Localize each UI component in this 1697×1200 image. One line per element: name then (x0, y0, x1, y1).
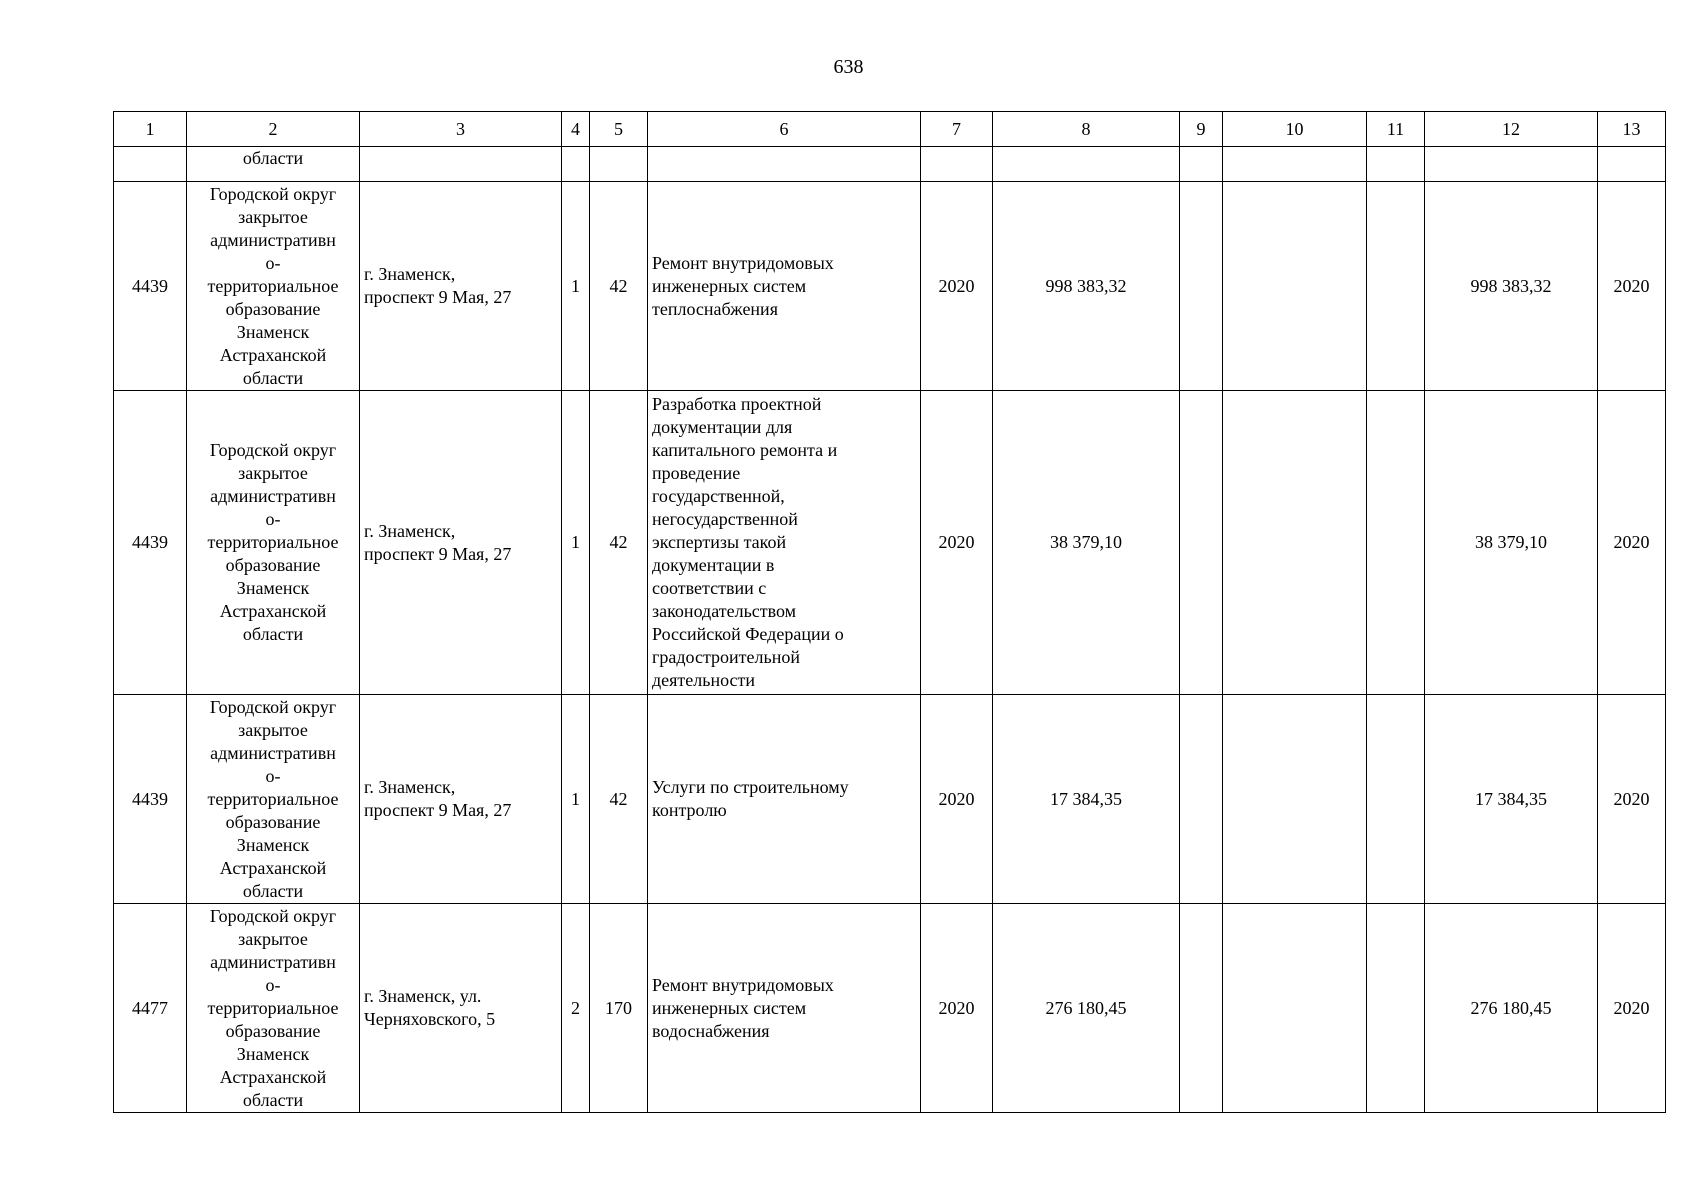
work-description: Ремонт внутридомовых инженерных систем теплоснабжения (652, 252, 834, 319)
year: 2020 (921, 182, 993, 391)
cell-empty (1598, 147, 1666, 182)
col9-value (1180, 904, 1223, 1113)
municipality: Городской округ закрытое административн о- территориальное образование Знаменск Астраханской области (207, 905, 339, 1110)
address-cell (360, 391, 562, 695)
col10-value (1223, 695, 1367, 904)
col4-value: 2 (562, 904, 590, 1113)
table-row (114, 695, 1666, 904)
table-row (114, 182, 1666, 391)
col9-value (1180, 182, 1223, 391)
address: г. Знаменск, проспект 9 Мая, 27 (364, 520, 512, 564)
amount: 38 379,10 (993, 391, 1180, 695)
cell-empty (1223, 147, 1367, 182)
work-description-cell (648, 904, 921, 1113)
municipality: Городской округ закрытое административн о- территориальное образование Знаменск Астраханской области (207, 696, 339, 901)
column-number: 11 (1367, 112, 1425, 147)
column-number: 9 (1180, 112, 1223, 147)
completion-year: 2020 (1598, 904, 1666, 1113)
year: 2020 (921, 904, 993, 1113)
column-number: 10 (1223, 112, 1367, 147)
cell-empty (114, 147, 187, 182)
municipality: Городской округ закрытое административн о- территориальное образование Знаменск Астраханской области (207, 183, 339, 388)
amount: 998 383,32 (993, 182, 1180, 391)
page-number: 638 (833, 56, 864, 78)
address-cell (360, 695, 562, 904)
cell-empty (1180, 147, 1223, 182)
col11-value (1367, 391, 1425, 695)
table-row (114, 391, 1666, 695)
column-number: 8 (993, 112, 1180, 147)
column-number: 12 (1425, 112, 1598, 147)
municipality-cell (187, 391, 360, 695)
address: г. Знаменск, проспект 9 Мая, 27 (364, 264, 512, 307)
cell-empty (562, 147, 590, 182)
amount-total: 998 383,32 (1425, 182, 1598, 391)
amount-total: 38 379,10 (1425, 391, 1598, 695)
col11-value (1367, 904, 1425, 1113)
continuation-row (114, 147, 1666, 182)
cell-empty (648, 147, 921, 182)
record-id: 4439 (114, 695, 187, 904)
amount-total: 17 384,35 (1425, 695, 1598, 904)
completion-year: 2020 (1598, 695, 1666, 904)
column-number: 5 (590, 112, 648, 147)
col5-value: 42 (590, 182, 648, 391)
col5-value: 42 (590, 391, 648, 695)
column-number-row (114, 112, 1666, 147)
cell-empty (360, 147, 562, 182)
table-row (114, 904, 1666, 1113)
amount: 276 180,45 (993, 904, 1180, 1113)
work-description-cell (648, 391, 921, 695)
municipality-cell (187, 695, 360, 904)
column-number: 1 (114, 112, 187, 147)
column-number: 7 (921, 112, 993, 147)
col9-value (1180, 695, 1223, 904)
work-description-cell (648, 695, 921, 904)
column-number: 3 (360, 112, 562, 147)
cell-empty (993, 147, 1180, 182)
col4-value: 1 (562, 391, 590, 695)
column-number: 13 (1598, 112, 1666, 147)
column-number: 4 (562, 112, 590, 147)
col5-value: 170 (590, 904, 648, 1113)
cell-empty (1425, 147, 1598, 182)
col10-value (1223, 904, 1367, 1113)
address-cell (360, 182, 562, 391)
cell-empty (921, 147, 993, 182)
record-id: 4439 (114, 182, 187, 391)
municipality-cell (187, 182, 360, 391)
col10-value (1223, 182, 1367, 391)
record-id: 4477 (114, 904, 187, 1113)
work-description-cell (648, 182, 921, 391)
col11-value (1367, 695, 1425, 904)
year: 2020 (921, 695, 993, 904)
amount: 17 384,35 (993, 695, 1180, 904)
municipality-continuation: области (187, 147, 360, 182)
cell-empty (1367, 147, 1425, 182)
address: г. Знаменск, проспект 9 Мая, 27 (364, 777, 512, 820)
municipality: Городской округ закрытое административн о- территориальное образование Знаменск Астраханской области (207, 440, 339, 644)
col9-value (1180, 391, 1223, 695)
address-cell (360, 904, 562, 1113)
year: 2020 (921, 391, 993, 695)
amount-total: 276 180,45 (1425, 904, 1598, 1113)
work-description: Услуги по строительному контролю (652, 777, 849, 820)
cell-empty (590, 147, 648, 182)
completion-year: 2020 (1598, 182, 1666, 391)
column-number: 6 (648, 112, 921, 147)
record-id: 4439 (114, 391, 187, 695)
work-description: Ремонт внутридомовых инженерных систем водоснабжения (652, 974, 834, 1041)
work-description: Разработка проектной документации для капитального ремонта и проведение государственной, негосударственной экспертизы такой документации в соответствии с законодательством Российской Федерации о градостроительной деятельности (652, 394, 844, 690)
col11-value (1367, 182, 1425, 391)
col4-value: 1 (562, 182, 590, 391)
register-table (113, 111, 1666, 1113)
col5-value: 42 (590, 695, 648, 904)
col4-value: 1 (562, 695, 590, 904)
municipality-cell (187, 904, 360, 1113)
column-number: 2 (187, 112, 360, 147)
completion-year: 2020 (1598, 391, 1666, 695)
col10-value (1223, 391, 1367, 695)
address: г. Знаменск, ул. Черняховского, 5 (364, 986, 496, 1029)
